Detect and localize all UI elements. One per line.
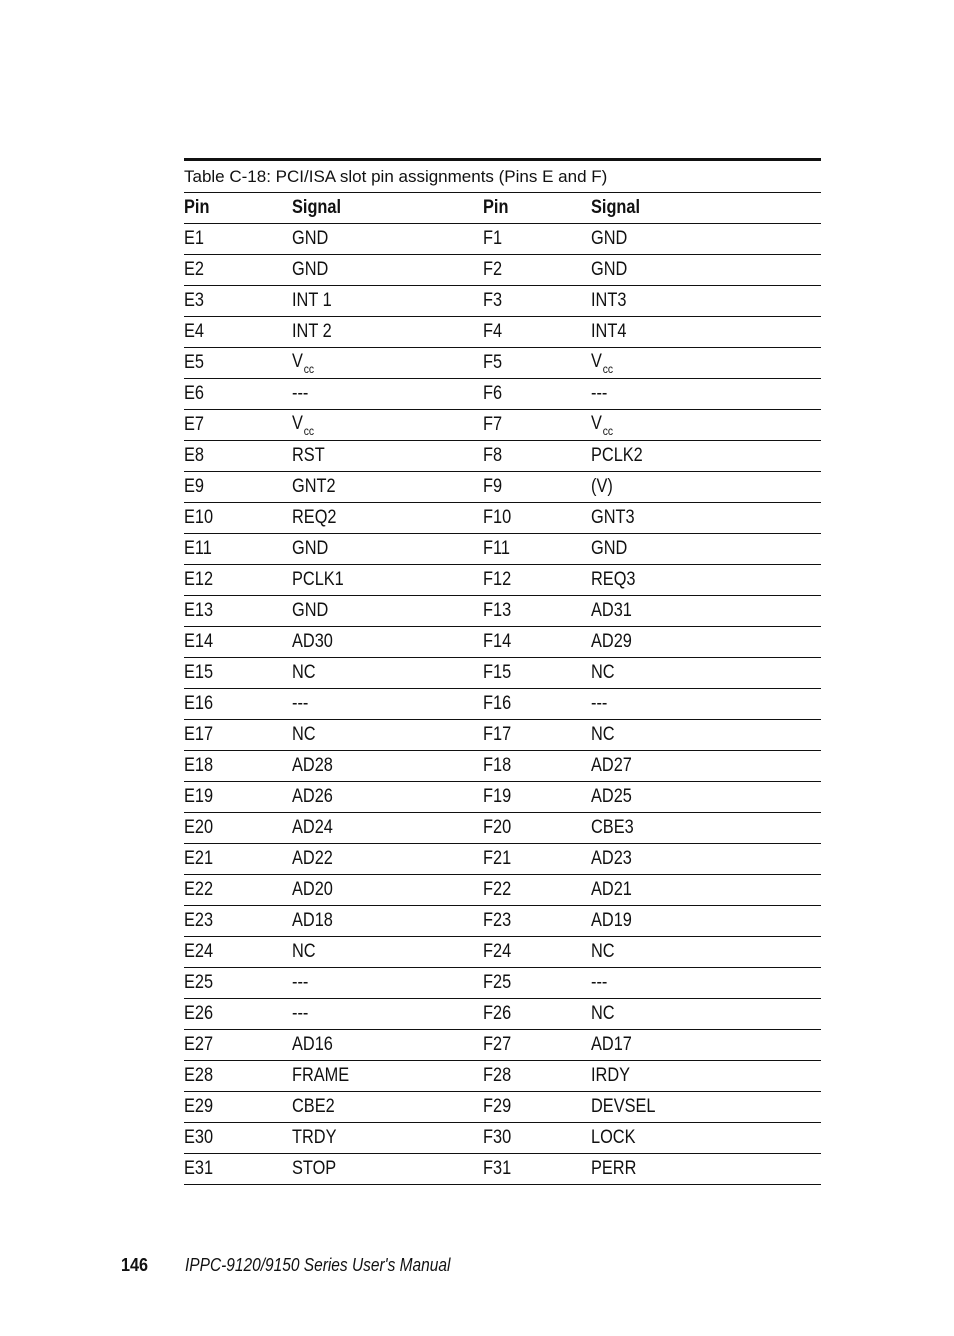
signal-f-cell: NC [591,724,615,745]
table-row [184,751,821,782]
pin-e-cell: E27 [184,1034,214,1055]
table-row [184,1030,821,1061]
table-row [184,875,821,906]
table-row [184,658,821,689]
pin-e-cell: E3 [184,290,204,311]
signal-e-cell: GND [292,600,329,621]
table-row [184,1061,821,1092]
table-row [184,534,821,565]
pin-f-cell: F1 [483,228,503,249]
signal-e-cell: CBE2 [292,1096,335,1117]
header-pin-f: Pin [483,197,509,218]
pin-e-cell: E6 [184,383,204,404]
pin-f-cell: F2 [483,259,503,280]
pin-f-cell: F8 [483,445,503,466]
pin-e-cell: E7 [184,414,204,435]
signal-e-cell: $V_{cc}$ [292,350,315,376]
pin-e-cell: E4 [184,321,204,342]
signal-e-cell: AD28 [292,755,333,776]
pin-f-cell: F15 [483,662,512,683]
pin-e-cell: E8 [184,445,204,466]
pin-e-cell: E31 [184,1158,214,1179]
pin-f-cell: F4 [483,321,503,342]
pin-e-cell: E12 [184,569,214,590]
signal-e-cell: --- [292,383,309,404]
signal-e-cell: NC [292,941,316,962]
table-row [184,813,821,844]
signal-e-cell: GND [292,228,329,249]
table-row [184,317,821,348]
pin-f-cell: F27 [483,1034,512,1055]
table-row [184,255,821,286]
pin-f-cell: F30 [483,1127,512,1148]
pin-e-cell: E30 [184,1127,214,1148]
pin-e-cell: E22 [184,879,214,900]
signal-f-cell: NC [591,662,615,683]
signal-e-cell: --- [292,1003,309,1024]
table-row [184,1092,821,1123]
signal-f-cell: AD21 [591,879,632,900]
signal-e-cell: GND [292,259,329,280]
signal-f-cell: AD27 [591,755,632,776]
pin-f-cell: F26 [483,1003,512,1024]
table-row [184,596,821,627]
signal-f-cell: CBE3 [591,817,634,838]
pin-f-cell: F28 [483,1065,512,1086]
table-row [184,472,821,503]
manual-title: IPPC-9120/9150 Series User's Manual [185,1255,451,1275]
header-pin-e: Pin [184,197,210,218]
pin-e-cell: E10 [184,507,214,528]
signal-e-cell: INT 1 [292,290,332,311]
pin-f-cell: F21 [483,848,512,869]
pin-f-cell: F7 [483,414,503,435]
pin-e-cell: E11 [184,538,212,559]
header-signal-e: Signal [292,197,342,218]
pin-e-cell: E21 [184,848,214,869]
signal-e-cell: AD20 [292,879,333,900]
table-row [184,286,821,317]
signal-f-cell: GNT3 [591,507,635,528]
signal-f-cell: PERR [591,1158,637,1179]
table-row [184,999,821,1030]
pin-f-cell: F24 [483,941,512,962]
signal-f-cell: AD29 [591,631,632,652]
signal-e-cell: --- [292,972,309,993]
subscript: cc [303,423,315,438]
page-number: 146 [121,1255,149,1275]
subscript: cc [602,361,614,376]
pin-f-cell: F9 [483,476,503,497]
signal-e-cell: AD18 [292,910,333,931]
table-row [184,1123,821,1154]
signal-f-cell: DEVSEL [591,1096,656,1117]
pin-f-cell: F13 [483,600,512,621]
pin-f-cell: F11 [483,538,510,559]
table-row [184,441,821,472]
signal-f-cell: AD17 [591,1034,632,1055]
signal-e-cell: GND [292,538,329,559]
signal-e-cell: AD16 [292,1034,333,1055]
signal-e-cell: REQ2 [292,507,337,528]
pin-e-cell: E2 [184,259,204,280]
table-row [184,348,821,379]
signal-f-cell: --- [591,383,608,404]
pin-e-cell: E5 [184,352,204,373]
pin-f-cell: F5 [483,352,503,373]
signal-e-cell: PCLK1 [292,569,344,590]
pin-f-cell: F29 [483,1096,512,1117]
signal-e-cell: NC [292,724,316,745]
signal-f-cell: INT3 [591,290,627,311]
table-row [184,720,821,751]
pin-f-cell: F3 [483,290,503,311]
table-row [184,937,821,968]
table-header-row [184,193,821,224]
subscript: cc [303,361,315,376]
pin-e-cell: E1 [184,228,204,249]
pin-e-cell: E17 [184,724,214,745]
table-row [184,1154,821,1185]
pin-f-cell: F25 [483,972,512,993]
pin-f-cell: F31 [483,1158,512,1179]
pin-f-cell: F18 [483,755,512,776]
table-row [184,968,821,999]
signal-f-cell: PCLK2 [591,445,643,466]
table-row [184,503,821,534]
pin-f-cell: F23 [483,910,512,931]
signal-e-cell: FRAME [292,1065,350,1086]
pin-e-cell: E16 [184,693,214,714]
pin-e-cell: E24 [184,941,214,962]
signal-e-cell: RST [292,445,325,466]
table-row [184,224,821,255]
signal-e-cell: $V_{cc}$ [292,412,315,438]
pin-e-cell: E15 [184,662,214,683]
pin-f-cell: F10 [483,507,512,528]
pin-f-cell: F19 [483,786,512,807]
signal-e-cell: STOP [292,1158,337,1179]
pin-e-cell: E23 [184,910,214,931]
table-caption: Table C-18: PCI/ISA slot pin assignments (Pins E and F) [184,161,821,193]
table-body [184,224,821,1185]
pin-e-cell: E19 [184,786,214,807]
signal-f-cell: IRDY [591,1065,631,1086]
signal-e-cell: GNT2 [292,476,336,497]
pin-e-cell: E14 [184,631,214,652]
signal-e-cell: AD22 [292,848,333,869]
pin-f-cell: F12 [483,569,512,590]
table-row [184,906,821,937]
page-footer [121,1255,494,1276]
pin-f-cell: F14 [483,631,512,652]
signal-e-cell: TRDY [292,1127,337,1148]
pin-e-cell: E26 [184,1003,214,1024]
pin-e-cell: E28 [184,1065,214,1086]
table-row [184,627,821,658]
header-signal-f: Signal [591,197,641,218]
signal-e-cell: INT 2 [292,321,332,342]
signal-f-cell: --- [591,693,608,714]
signal-f-cell: $V_{cc}$ [591,412,614,438]
signal-e-cell: AD30 [292,631,333,652]
table-row [184,379,821,410]
pin-f-cell: F6 [483,383,503,404]
pin-e-cell: E9 [184,476,204,497]
signal-f-cell: NC [591,941,615,962]
signal-f-cell: REQ3 [591,569,636,590]
signal-f-cell: AD31 [591,600,632,621]
pin-f-cell: F16 [483,693,512,714]
signal-e-cell: AD24 [292,817,333,838]
pin-e-cell: E13 [184,600,214,621]
signal-f-cell: AD23 [591,848,632,869]
signal-e-cell: AD26 [292,786,333,807]
signal-f-cell: AD25 [591,786,632,807]
signal-e-cell: NC [292,662,316,683]
signal-e-cell: --- [292,693,309,714]
signal-f-cell: GND [591,259,628,280]
pin-e-cell: E20 [184,817,214,838]
table-row [184,782,821,813]
pin-e-cell: E18 [184,755,214,776]
signal-f-cell: GND [591,228,628,249]
signal-f-cell: AD19 [591,910,632,931]
pin-f-cell: F20 [483,817,512,838]
pin-e-cell: E25 [184,972,214,993]
pin-e-cell: E29 [184,1096,214,1117]
signal-f-cell: LOCK [591,1127,636,1148]
signal-f-cell: GND [591,538,628,559]
signal-f-cell: (V) [591,476,613,497]
signal-f-cell: NC [591,1003,615,1024]
subscript: cc [602,423,614,438]
table-row [184,410,821,441]
pin-f-cell: F22 [483,879,512,900]
signal-f-cell: --- [591,972,608,993]
signal-f-cell: INT4 [591,321,627,342]
table-row [184,844,821,875]
table-row [184,565,821,596]
signal-f-cell: $V_{cc}$ [591,350,614,376]
pin-assignment-table [184,158,821,1185]
table-row [184,689,821,720]
pin-f-cell: F17 [483,724,512,745]
